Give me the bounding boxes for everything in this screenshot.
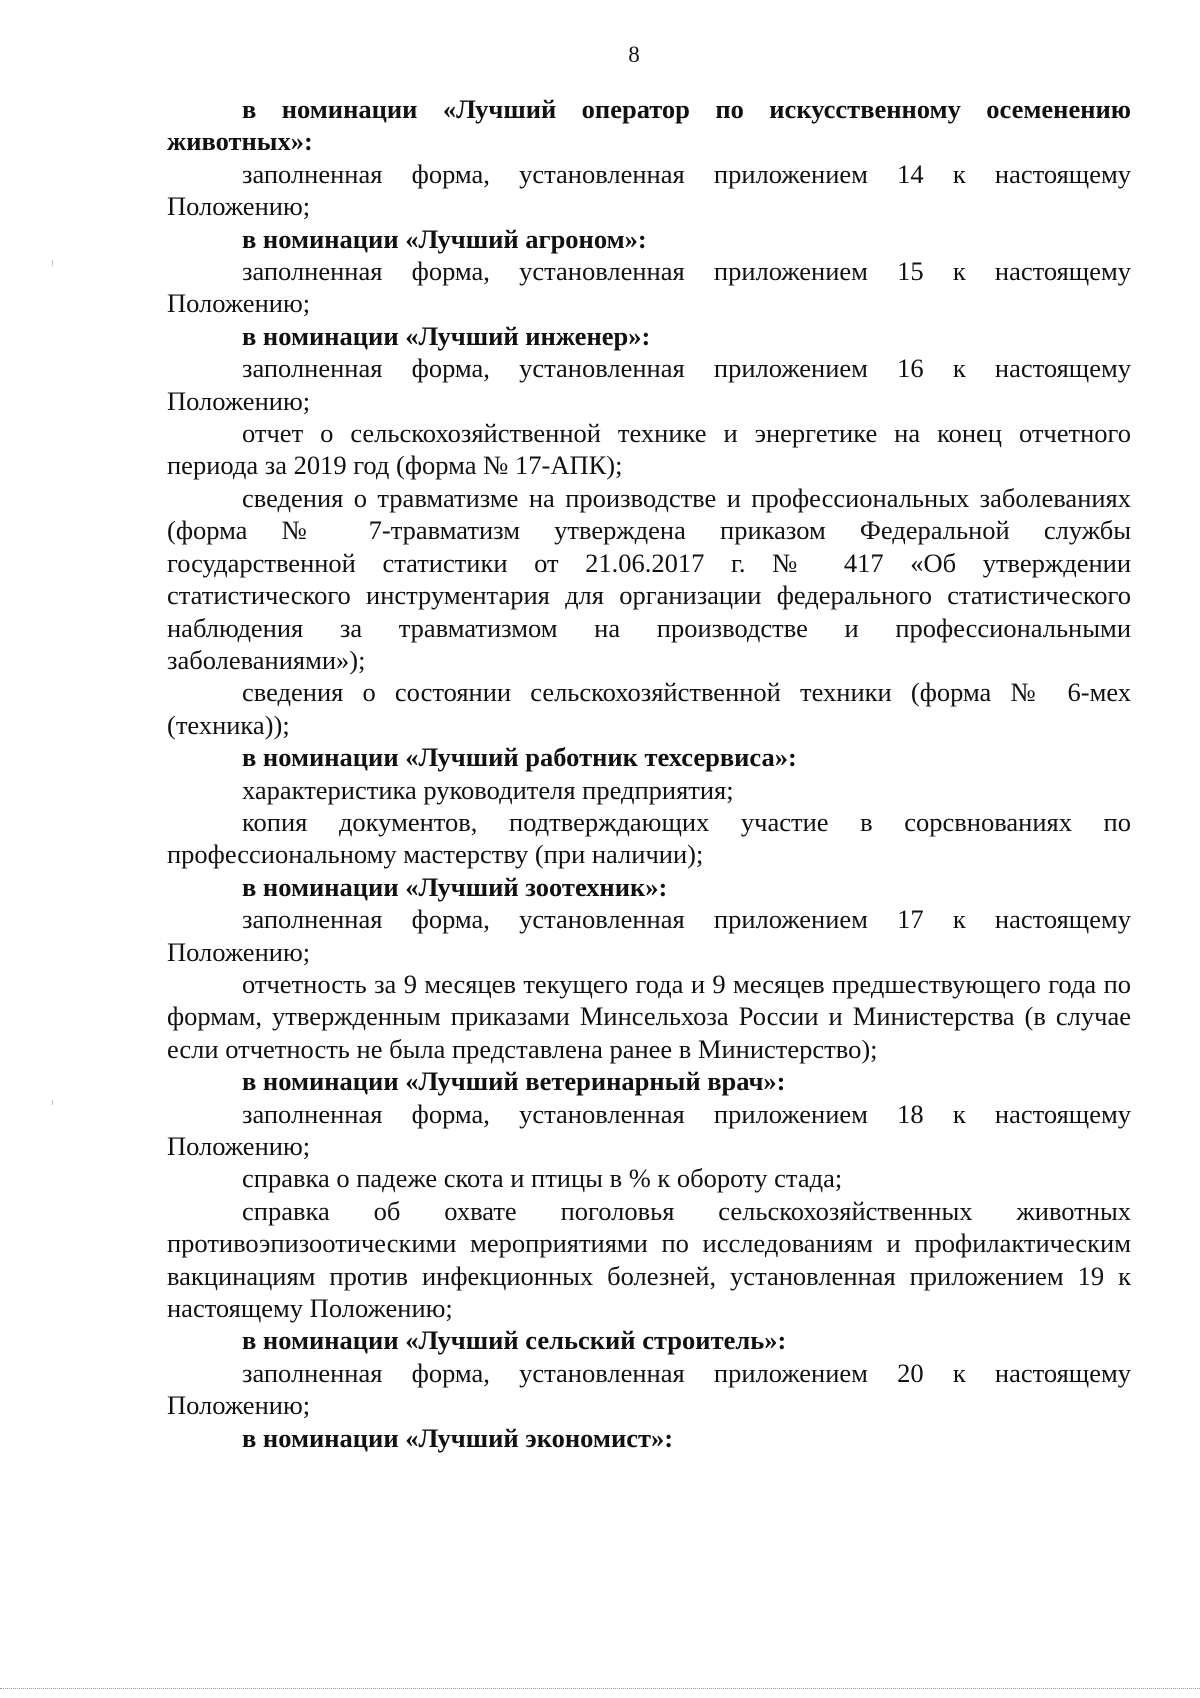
paragraph-0: в номинации «Лучший оператор по искусственному осеменению животных»: bbox=[167, 94, 1131, 157]
paragraph-16: заполненная форма, установленная приложением 18 к настоящему Положению; bbox=[167, 1098, 1131, 1161]
scan-artifact bbox=[52, 1100, 53, 1105]
page-number: 8 bbox=[628, 42, 640, 67]
document-body bbox=[167, 93, 1131, 1454]
paragraph-18: справка об охвате поголовья сельскохозяйственных животных противоэпизоотическими мероприятиями по исследованиям и профилактическим вакцинациям против инфекционных болезней, установленная приложением 19 к настоящему Положению; bbox=[167, 1195, 1131, 1324]
paragraph-4: в номинации «Лучший инженер»: bbox=[242, 320, 651, 351]
paragraph-13: заполненная форма, установленная приложением 17 к настоящему Положению; bbox=[167, 904, 1131, 967]
paragraph-17: справка о падеже скота и птицы в % к обороту стада; bbox=[242, 1163, 843, 1194]
paragraph-6: отчет о сельскохозяйственной технике и энергетике на конец отчетного периода за 2019 год (форма № 17-АПК); bbox=[167, 418, 1131, 481]
paragraph-1: заполненная форма, установленная приложением 14 к настоящему Положению; bbox=[167, 158, 1131, 222]
paragraph-7: сведения о травматизме на производстве и профессиональных заболеваниях (форма № 7-травматизм утверждена приказом Федеральной службы государственной статистики от 21.06.2017 г. № 417 «Об утверждении статистического инструментария для организации федерального статистического наблюдения за травматизмом на производстве и профессиональными заболеваниями»); bbox=[167, 482, 1131, 675]
paragraph-8: сведения о состоянии сельскохозяйственной техники (форма № 6-мех (техника)); bbox=[167, 677, 1131, 740]
paragraph-21: в номинации «Лучший экономист»: bbox=[242, 1422, 674, 1453]
paragraph-14: отчетность за 9 месяцев текущего года и 9 месяцев предшествующего года по формам, утвержденным приказами Минсельхоза России и Министерства (в случае если отчетность не была представлена ранее в Министерство); bbox=[167, 968, 1131, 1064]
scan-artifact bbox=[52, 260, 53, 266]
paragraph-15: в номинации «Лучший ветеринарный врач»: bbox=[242, 1066, 786, 1097]
page-bottom-edge bbox=[0, 1688, 1200, 1689]
paragraph-20: заполненная форма, установленная приложением 20 к настоящему Положению; bbox=[167, 1357, 1131, 1421]
paragraph-3: заполненная форма, установленная приложением 15 к настоящему Положению; bbox=[167, 256, 1131, 319]
paragraph-9: в номинации «Лучший работник техсервиса»: bbox=[242, 742, 797, 773]
paragraph-19: в номинации «Лучший сельский строитель»: bbox=[242, 1325, 787, 1356]
paragraph-2: в номинации «Лучший агроном»: bbox=[242, 223, 647, 254]
paragraph-11: копия документов, подтверждающих участие в сорсвнованиях по профессиональному мастерству (при наличии); bbox=[167, 806, 1131, 870]
paragraph-10: характеристика руководителя предприятия; bbox=[242, 774, 734, 805]
paragraph-5: заполненная форма, установленная приложением 16 к настоящему Положению; bbox=[167, 353, 1131, 416]
paragraph-12: в номинации «Лучший зоотехник»: bbox=[242, 871, 668, 902]
